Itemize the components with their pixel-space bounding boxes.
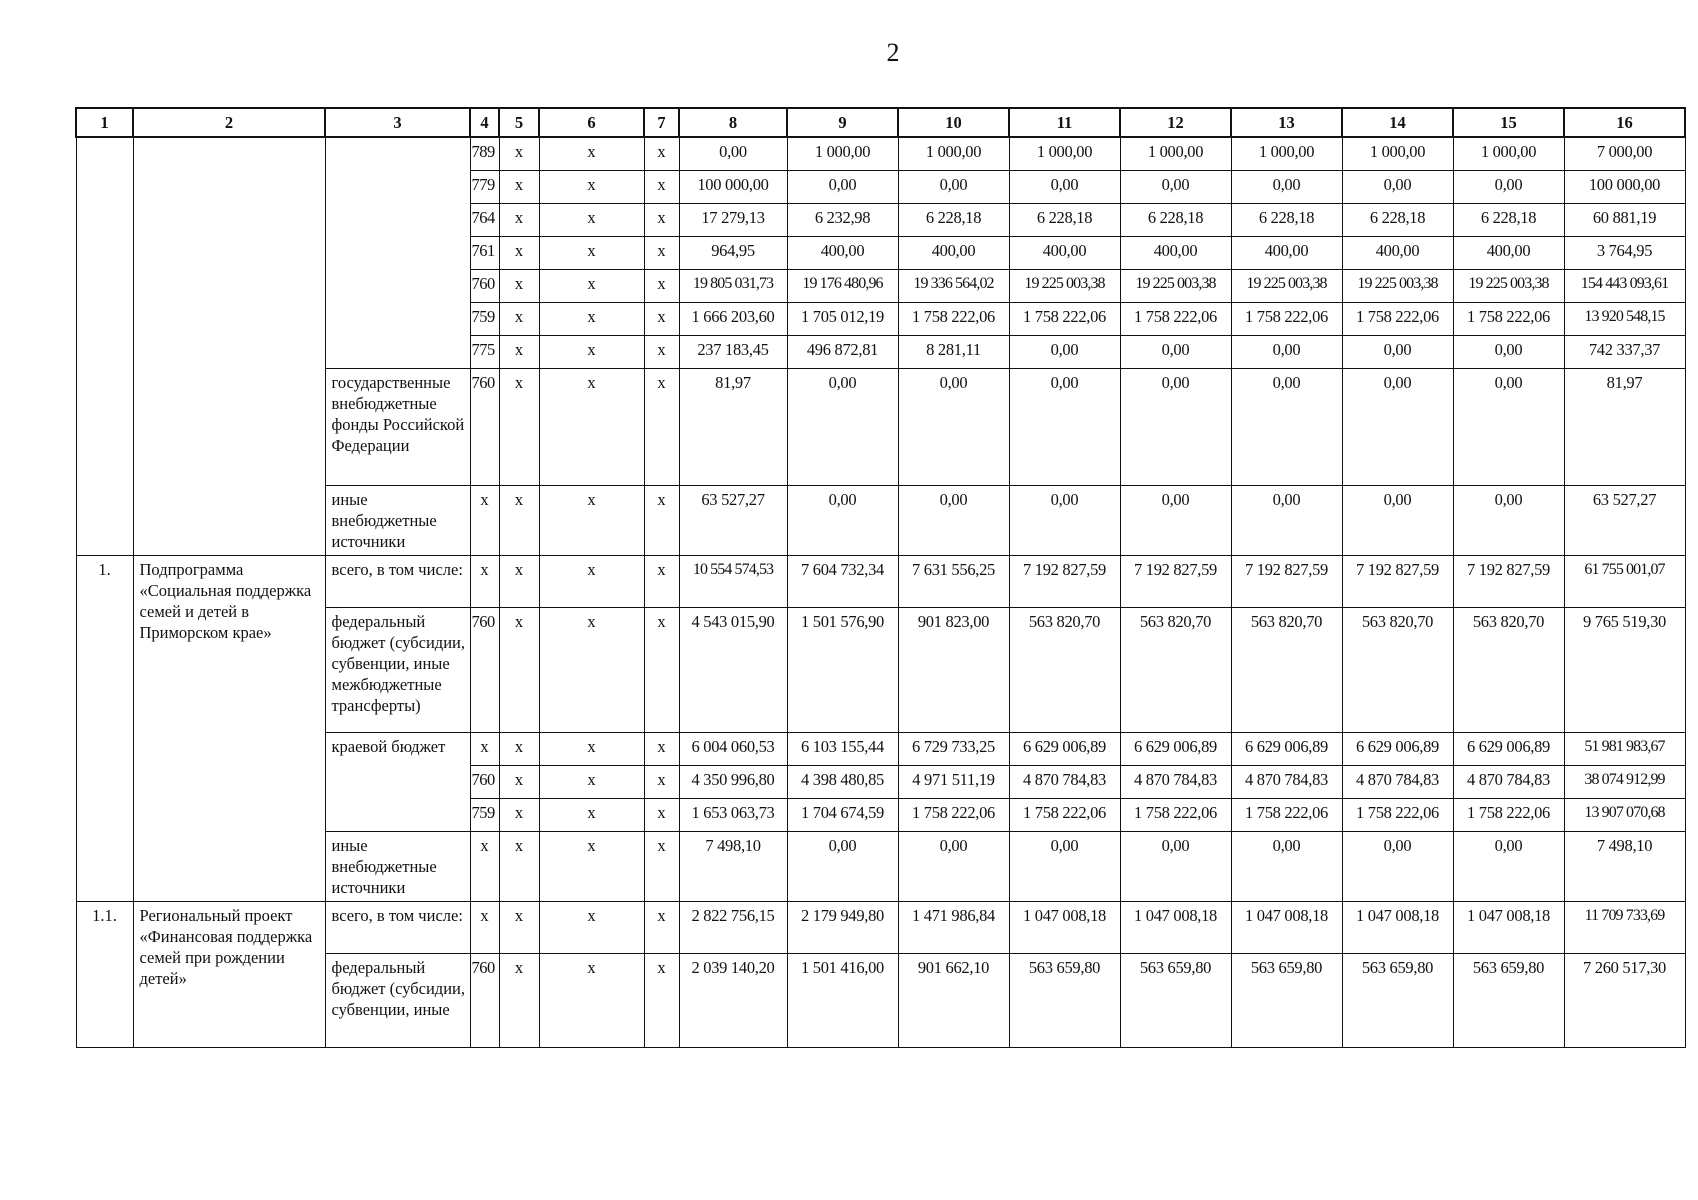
column-5-value: x [499, 555, 539, 607]
amount-cell: 1 758 222,06 [1342, 798, 1453, 831]
amount-cell: 1 758 222,06 [1453, 302, 1564, 335]
column-5-value: x [499, 732, 539, 765]
amount-cell: 1 758 222,06 [1009, 302, 1120, 335]
column-5-value: x [499, 335, 539, 368]
amount-cell: 100 000,00 [679, 170, 787, 203]
column-header: 5 [499, 108, 539, 137]
funding-source: всего, в том числе: [325, 555, 470, 607]
amount-cell: 1 758 222,06 [898, 302, 1009, 335]
column-5-value: x [499, 203, 539, 236]
column-7-value: x [644, 607, 679, 732]
column-6-value: x [539, 302, 644, 335]
amount-cell: 51 981 983,67 [1564, 732, 1685, 765]
budget-code: 760 [470, 607, 499, 732]
amount-cell: 0,00 [1009, 335, 1120, 368]
budget-code: x [470, 901, 499, 953]
amount-cell: 4 870 784,83 [1231, 765, 1342, 798]
column-5-value: x [499, 607, 539, 732]
amount-cell: 7 192 827,59 [1231, 555, 1342, 607]
amount-cell: 1 000,00 [1342, 137, 1453, 170]
amount-cell: 400,00 [1342, 236, 1453, 269]
amount-cell: 496 872,81 [787, 335, 898, 368]
column-7-value: x [644, 732, 679, 765]
column-6-value: x [539, 555, 644, 607]
amount-cell: 0,00 [1342, 335, 1453, 368]
column-7-value: x [644, 368, 679, 485]
column-6-value: x [539, 236, 644, 269]
amount-cell: 563 820,70 [1453, 607, 1564, 732]
amount-cell: 19 225 003,38 [1009, 269, 1120, 302]
column-6-value: x [539, 485, 644, 555]
amount-cell: 60 881,19 [1564, 203, 1685, 236]
amount-cell: 0,00 [1342, 368, 1453, 485]
column-6-value: x [539, 607, 644, 732]
amount-cell: 13 920 548,15 [1564, 302, 1685, 335]
column-7-value: x [644, 953, 679, 1047]
amount-cell: 7 000,00 [1564, 137, 1685, 170]
column-6-value: x [539, 137, 644, 170]
amount-cell: 0,00 [1231, 485, 1342, 555]
amount-cell: 4 543 015,90 [679, 607, 787, 732]
amount-cell: 563 820,70 [1231, 607, 1342, 732]
column-5-value: x [499, 765, 539, 798]
column-5-value: x [499, 831, 539, 901]
amount-cell: 1 758 222,06 [1453, 798, 1564, 831]
budget-code: 775 [470, 335, 499, 368]
amount-cell: 7 260 517,30 [1564, 953, 1685, 1047]
amount-cell: 100 000,00 [1564, 170, 1685, 203]
column-header: 7 [644, 108, 679, 137]
amount-cell: 563 820,70 [1120, 607, 1231, 732]
amount-cell: 0,00 [1120, 368, 1231, 485]
column-7-value: x [644, 170, 679, 203]
amount-cell: 0,00 [1342, 485, 1453, 555]
amount-cell: 237 183,45 [679, 335, 787, 368]
amount-cell: 19 225 003,38 [1453, 269, 1564, 302]
amount-cell: 6 729 733,25 [898, 732, 1009, 765]
amount-cell: 1 653 063,73 [679, 798, 787, 831]
amount-cell: 4 971 511,19 [898, 765, 1009, 798]
column-5-value: x [499, 269, 539, 302]
amount-cell: 0,00 [1120, 485, 1231, 555]
column-header: 1 [76, 108, 133, 137]
amount-cell: 6 228,18 [1009, 203, 1120, 236]
amount-cell: 7 604 732,34 [787, 555, 898, 607]
column-7-value: x [644, 485, 679, 555]
column-header: 14 [1342, 108, 1453, 137]
column-header: 15 [1453, 108, 1564, 137]
column-header: 13 [1231, 108, 1342, 137]
budget-code: 760 [470, 765, 499, 798]
budget-code: 760 [470, 953, 499, 1047]
program-name: Подпрограмма «Социальная поддержка семей и детей в Приморском крае» [133, 555, 325, 901]
amount-cell: 81,97 [679, 368, 787, 485]
amount-cell: 400,00 [1009, 236, 1120, 269]
amount-cell: 400,00 [1231, 236, 1342, 269]
amount-cell: 1 047 008,18 [1231, 901, 1342, 953]
amount-cell: 8 281,11 [898, 335, 1009, 368]
amount-cell: 6 228,18 [1231, 203, 1342, 236]
amount-cell: 6 103 155,44 [787, 732, 898, 765]
amount-cell: 19 225 003,38 [1120, 269, 1231, 302]
amount-cell: 19 805 031,73 [679, 269, 787, 302]
amount-cell: 19 176 480,96 [787, 269, 898, 302]
funding-source [325, 137, 470, 368]
amount-cell: 1 704 674,59 [787, 798, 898, 831]
funding-source: государственные внебюджетные фонды Российской Федерации [325, 368, 470, 485]
column-header: 16 [1564, 108, 1685, 137]
amount-cell: 400,00 [787, 236, 898, 269]
amount-cell: 7 192 827,59 [1120, 555, 1231, 607]
amount-cell: 0,00 [1009, 485, 1120, 555]
amount-cell: 4 870 784,83 [1453, 765, 1564, 798]
amount-cell: 400,00 [1453, 236, 1564, 269]
amount-cell: 1 047 008,18 [1009, 901, 1120, 953]
amount-cell: 1 000,00 [1120, 137, 1231, 170]
budget-code: x [470, 555, 499, 607]
amount-cell: 1 501 416,00 [787, 953, 898, 1047]
column-5-value: x [499, 170, 539, 203]
funding-source: иные внебюджетные источники [325, 485, 470, 555]
amount-cell: 11 709 733,69 [1564, 901, 1685, 953]
amount-cell: 4 350 996,80 [679, 765, 787, 798]
amount-cell: 0,00 [1120, 170, 1231, 203]
amount-cell: 0,00 [787, 170, 898, 203]
amount-cell: 4 398 480,85 [787, 765, 898, 798]
column-7-value: x [644, 765, 679, 798]
budget-code: x [470, 485, 499, 555]
budget-code: 759 [470, 302, 499, 335]
amount-cell: 63 527,27 [1564, 485, 1685, 555]
amount-cell: 0,00 [787, 368, 898, 485]
amount-cell: 1 758 222,06 [1342, 302, 1453, 335]
amount-cell: 61 755 001,07 [1564, 555, 1685, 607]
amount-cell: 901 662,10 [898, 953, 1009, 1047]
column-header: 9 [787, 108, 898, 137]
funding-source: всего, в том числе: [325, 901, 470, 953]
budget-code: 761 [470, 236, 499, 269]
amount-cell: 6 629 006,89 [1120, 732, 1231, 765]
amount-cell: 6 232,98 [787, 203, 898, 236]
amount-cell: 7 498,10 [679, 831, 787, 901]
funding-source: федеральный бюджет (субсидии, субвенции, иные межбюджетные трансферты) [325, 607, 470, 732]
amount-cell: 1 758 222,06 [1231, 798, 1342, 831]
column-5-value: x [499, 368, 539, 485]
amount-cell: 1 758 222,06 [1231, 302, 1342, 335]
amount-cell: 19 225 003,38 [1231, 269, 1342, 302]
column-5-value: x [499, 901, 539, 953]
amount-cell: 400,00 [898, 236, 1009, 269]
table-row [76, 555, 1685, 607]
column-6-value: x [539, 831, 644, 901]
amount-cell: 1 047 008,18 [1342, 901, 1453, 953]
amount-cell: 0,00 [1231, 335, 1342, 368]
column-7-value: x [644, 831, 679, 901]
budget-code: 779 [470, 170, 499, 203]
amount-cell: 1 000,00 [787, 137, 898, 170]
column-header: 12 [1120, 108, 1231, 137]
amount-cell: 13 907 070,68 [1564, 798, 1685, 831]
amount-cell: 2 179 949,80 [787, 901, 898, 953]
amount-cell: 1 705 012,19 [787, 302, 898, 335]
column-5-value: x [499, 137, 539, 170]
amount-cell: 0,00 [1453, 831, 1564, 901]
amount-cell: 1 758 222,06 [1120, 798, 1231, 831]
column-6-value: x [539, 335, 644, 368]
column-header: 4 [470, 108, 499, 137]
amount-cell: 1 000,00 [898, 137, 1009, 170]
amount-cell: 742 337,37 [1564, 335, 1685, 368]
column-header: 2 [133, 108, 325, 137]
budget-code: x [470, 732, 499, 765]
amount-cell: 6 629 006,89 [1009, 732, 1120, 765]
amount-cell: 1 047 008,18 [1120, 901, 1231, 953]
amount-cell: 7 192 827,59 [1009, 555, 1120, 607]
amount-cell: 1 000,00 [1231, 137, 1342, 170]
amount-cell: 563 820,70 [1342, 607, 1453, 732]
column-7-value: x [644, 798, 679, 831]
amount-cell: 10 554 574,53 [679, 555, 787, 607]
column-header: 6 [539, 108, 644, 137]
table-row [76, 901, 1685, 953]
amount-cell: 400,00 [1120, 236, 1231, 269]
amount-cell: 0,00 [679, 137, 787, 170]
amount-cell: 0,00 [1342, 831, 1453, 901]
column-6-value: x [539, 368, 644, 485]
amount-cell: 0,00 [898, 831, 1009, 901]
amount-cell: 4 870 784,83 [1009, 765, 1120, 798]
column-header: 11 [1009, 108, 1120, 137]
column-6-value: x [539, 901, 644, 953]
column-6-value: x [539, 203, 644, 236]
column-5-value: x [499, 236, 539, 269]
column-6-value: x [539, 953, 644, 1047]
amount-cell: 6 004 060,53 [679, 732, 787, 765]
amount-cell: 563 659,80 [1231, 953, 1342, 1047]
budget-code: 760 [470, 368, 499, 485]
column-7-value: x [644, 555, 679, 607]
amount-cell: 0,00 [787, 485, 898, 555]
amount-cell: 901 823,00 [898, 607, 1009, 732]
column-6-value: x [539, 170, 644, 203]
amount-cell: 1 758 222,06 [898, 798, 1009, 831]
amount-cell: 7 192 827,59 [1453, 555, 1564, 607]
amount-cell: 1 501 576,90 [787, 607, 898, 732]
row-index: 1. [76, 555, 133, 901]
amount-cell: 964,95 [679, 236, 787, 269]
amount-cell: 6 228,18 [1453, 203, 1564, 236]
header-row [76, 108, 1685, 137]
amount-cell: 6 228,18 [1120, 203, 1231, 236]
amount-cell: 0,00 [1453, 368, 1564, 485]
column-6-value: x [539, 732, 644, 765]
amount-cell: 4 870 784,83 [1342, 765, 1453, 798]
amount-cell: 563 659,80 [1342, 953, 1453, 1047]
amount-cell: 563 659,80 [1120, 953, 1231, 1047]
amount-cell: 17 279,13 [679, 203, 787, 236]
amount-cell: 0,00 [1231, 170, 1342, 203]
amount-cell: 1 000,00 [1009, 137, 1120, 170]
amount-cell: 563 659,80 [1453, 953, 1564, 1047]
amount-cell: 7 631 556,25 [898, 555, 1009, 607]
amount-cell: 0,00 [1453, 170, 1564, 203]
amount-cell: 0,00 [1231, 368, 1342, 485]
amount-cell: 19 336 564,02 [898, 269, 1009, 302]
program-name [133, 137, 325, 555]
column-6-value: x [539, 765, 644, 798]
amount-cell: 0,00 [1453, 485, 1564, 555]
column-7-value: x [644, 335, 679, 368]
amount-cell: 1 758 222,06 [1009, 798, 1120, 831]
amount-cell: 6 228,18 [898, 203, 1009, 236]
amount-cell: 563 820,70 [1009, 607, 1120, 732]
amount-cell: 81,97 [1564, 368, 1685, 485]
amount-cell: 6 629 006,89 [1453, 732, 1564, 765]
amount-cell: 6 629 006,89 [1231, 732, 1342, 765]
amount-cell: 0,00 [1009, 170, 1120, 203]
amount-cell: 2 039 140,20 [679, 953, 787, 1047]
column-header: 10 [898, 108, 1009, 137]
budget-code: 789 [470, 137, 499, 170]
amount-cell: 4 870 784,83 [1120, 765, 1231, 798]
row-index: 1.1. [76, 901, 133, 1047]
amount-cell: 0,00 [1009, 831, 1120, 901]
column-6-value: x [539, 798, 644, 831]
table-body [76, 137, 1685, 1047]
budget-code: 759 [470, 798, 499, 831]
column-5-value: x [499, 953, 539, 1047]
amount-cell: 19 225 003,38 [1342, 269, 1453, 302]
row-index [76, 137, 133, 555]
amount-cell: 0,00 [1120, 831, 1231, 901]
amount-cell: 9 765 519,30 [1564, 607, 1685, 732]
amount-cell: 0,00 [898, 368, 1009, 485]
amount-cell: 0,00 [1120, 335, 1231, 368]
amount-cell: 2 822 756,15 [679, 901, 787, 953]
amount-cell: 6 228,18 [1342, 203, 1453, 236]
budget-code: 760 [470, 269, 499, 302]
amount-cell: 1 471 986,84 [898, 901, 1009, 953]
amount-cell: 63 527,27 [679, 485, 787, 555]
amount-cell: 1 666 203,60 [679, 302, 787, 335]
amount-cell: 3 764,95 [1564, 236, 1685, 269]
amount-cell: 563 659,80 [1009, 953, 1120, 1047]
budget-table [75, 107, 1686, 1048]
column-7-value: x [644, 137, 679, 170]
funding-source: краевой бюджет [325, 732, 470, 831]
amount-cell: 38 074 912,99 [1564, 765, 1685, 798]
funding-source: федеральный бюджет (субсидии, субвенции, иные [325, 953, 470, 1047]
budget-code: 764 [470, 203, 499, 236]
amount-cell: 0,00 [898, 485, 1009, 555]
amount-cell: 0,00 [1231, 831, 1342, 901]
table-row [76, 137, 1685, 170]
amount-cell: 7 498,10 [1564, 831, 1685, 901]
column-7-value: x [644, 302, 679, 335]
column-7-value: x [644, 236, 679, 269]
column-5-value: x [499, 302, 539, 335]
column-6-value: x [539, 269, 644, 302]
column-header: 8 [679, 108, 787, 137]
program-name: Региональный проект «Финансовая поддержка семей при рождении детей» [133, 901, 325, 1047]
amount-cell: 1 758 222,06 [1120, 302, 1231, 335]
amount-cell: 0,00 [898, 170, 1009, 203]
column-5-value: x [499, 485, 539, 555]
amount-cell: 154 443 093,61 [1564, 269, 1685, 302]
amount-cell: 6 629 006,89 [1342, 732, 1453, 765]
budget-code: x [470, 831, 499, 901]
column-7-value: x [644, 269, 679, 302]
amount-cell: 0,00 [1009, 368, 1120, 485]
amount-cell: 0,00 [1453, 335, 1564, 368]
column-header: 3 [325, 108, 470, 137]
page-number: 2 [886, 38, 900, 67]
column-7-value: x [644, 203, 679, 236]
column-5-value: x [499, 798, 539, 831]
column-7-value: x [644, 901, 679, 953]
amount-cell: 1 047 008,18 [1453, 901, 1564, 953]
amount-cell: 0,00 [1342, 170, 1453, 203]
amount-cell: 0,00 [787, 831, 898, 901]
amount-cell: 1 000,00 [1453, 137, 1564, 170]
amount-cell: 7 192 827,59 [1342, 555, 1453, 607]
funding-source: иные внебюджетные источники [325, 831, 470, 901]
